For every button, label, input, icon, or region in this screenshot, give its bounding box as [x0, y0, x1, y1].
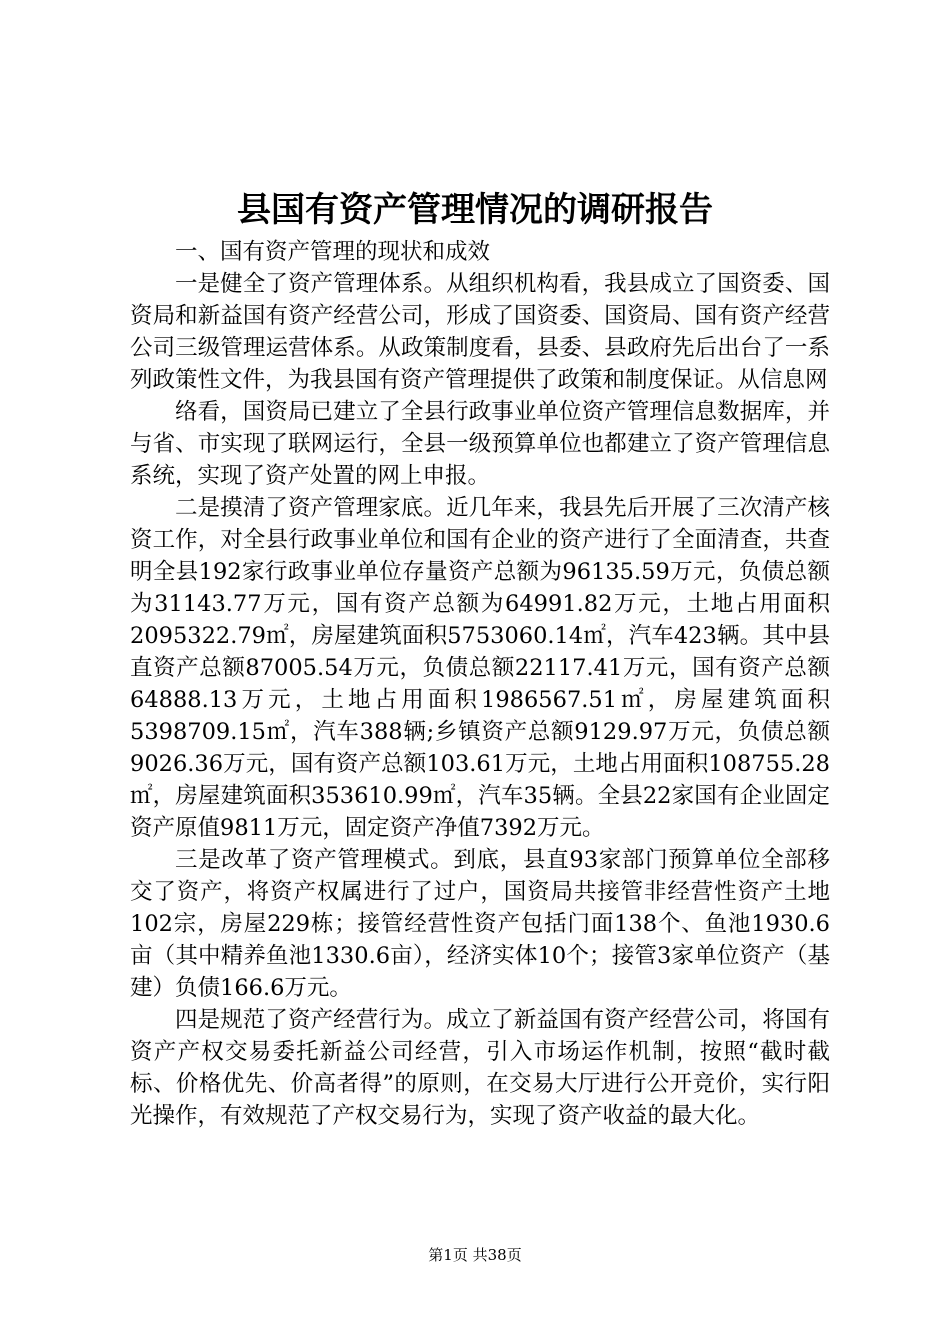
section-heading: 一、国有资产管理的现状和成效 [175, 239, 491, 265]
body-paragraph-3: 二是摸清了资产管理家底。近几年来，我县先后开展了三次清产核资工作，对全县行政事业单位和国有企业的资产进行了全面清查，共查明全县192家行政事业单位存量资产总额为96135.59万元，负债总额为31143.77万元，国有资产总额为64991.82万元，土地占用面积2095322.79㎡，房屋建筑面积5753060.14㎡，汽车423辆。其中县直资产总额87005.54万元，负债总额22117.41万元，国有资产总额64888.13万元，土地占用面积1986567.51㎡，房屋建筑面积5398709.15㎡，汽车388辆;乡镇资产总额9129.97万元，负债总额9026.36万元，国有资产总额103.61万元，土地占用面积108755.28㎡，房屋建筑面积353610.99㎡，汽车35辆。全县22家国有企业固定资产原值9811万元，固定资产净值7392万元。 [130, 495, 830, 841]
document-body [130, 236, 830, 1132]
body-paragraph-4: 三是改革了资产管理模式。到底，县直93家部门预算单位全部移交了资产，将资产权属进行了过户，国资局共接管非经营性资产土地102宗，房屋229栋；接管经营性资产包括门面138个、鱼池1930.6亩（其中精养鱼池1330.6亩），经济实体10个；接管3家单位资产（基建）负债166.6万元。 [130, 847, 830, 1001]
page-footer: 第1页 共38页 [428, 1246, 522, 1264]
body-paragraph-5: 四是规范了资产经营行为。成立了新益国有资产经营公司，将国有资产产权交易委托新益公司经营，引入市场运作机制，按照“截时截标、价格优先、价高者得”的原则，在交易大厅进行公开竞价，实行阳光操作，有效规范了产权交易行为，实现了资产收益的最大化。 [130, 1007, 830, 1129]
document-title: 县国有资产管理情况的调研报告 [237, 190, 713, 230]
body-paragraph-1: 一是健全了资产管理体系。从组织机构看，我县成立了国资委、国资局和新益国有资产经营公司，形成了国资委、国资局、国有资产经营公司三级管理运营体系。从政策制度看，县委、县政府先后出台了一系列政策性文件，为我县国有资产管理提供了政策和制度保证。从信息网 [130, 271, 830, 393]
body-paragraph-2: 络看，国资局已建立了全县行政事业单位资产管理信息数据库，并与省、市实现了联网运行，全县一级预算单位也都建立了资产管理信息系统，实现了资产处置的网上申报。 [130, 399, 830, 489]
